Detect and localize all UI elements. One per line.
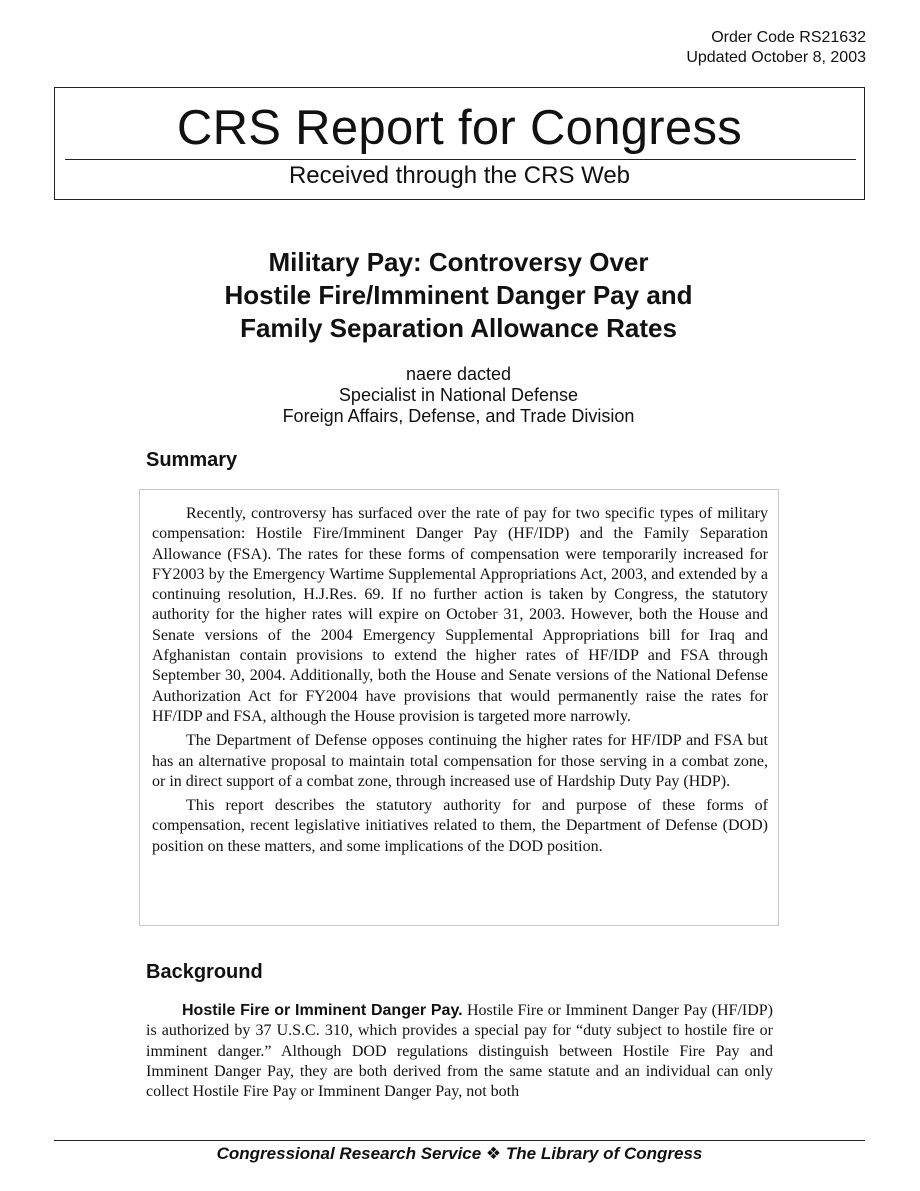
background-body: Hostile Fire or Imminent Danger Pay (HF/IDP) is authorized by 37 U.S.C. 310, which provides a special pay for “duty subject to hostile fire or imminent danger.” Although DOD regulations distinguish between Hostile Fire Pay and Imminent Danger Pay, they are both derived from the same statute and an individual can only collect Hostile Fire Pay or Imminent Danger Pay, not both [146,1002,774,1101]
masthead-divider [65,159,856,160]
order-info [686,28,866,68]
author-name: naere dacted [405,364,512,384]
author-block [54,364,863,427]
summary-paragraph: Recently, controversy has surfaced over the rate of pay for two specific types of military compensation: Hostile Fire/Imminent Danger Pay (HF/IDP) and the Family Separation Allowance (FSA). The rates for these forms of compensation were temporarily increased for FY2003 by the Emergency Wartime Supplemental Appropriations Act, 2003, and extended by a continuing resolution, H.J.Res. 69. If no further action is taken by Congress, the statutory authority for the higher rates will expire on October 31, 2003. However, both the House and Senate versions of the 2004 Emergency Supplemental Appropriations bill for Iraq and Afghanistan contain provisions to extend the higher rates of HF/IDP and FSA through September 30, 2004. Additionally, both the House and Senate versions of the National Defense Authorization Act for FY2004 have provisions that would permanently raise the rates for HF/IDP and FSA, although the House provision is targeted more narrowly. [152,505,768,725]
report-title-line: Family Separation Allowance Rates [240,313,677,343]
report-title-line: Military Pay: Controversy Over [268,247,649,277]
background-paragraph [146,1001,773,1102]
background-subheading: Hostile Fire or Imminent Danger Pay. [182,1002,463,1019]
order-code: Order Code RS21632 [711,29,866,46]
author-division: Foreign Affairs, Defense, and Trade Division [282,406,635,426]
author-title: Specialist in National Defense [338,385,579,405]
background-heading: Background [146,961,263,983]
updated-date: Updated October 8, 2003 [686,49,866,66]
report-masthead [54,87,865,200]
footer-divider [54,1140,865,1141]
summary-heading: Summary [146,449,238,471]
summary-text [152,504,768,861]
report-title [54,246,863,345]
page-footer: Congressional Research Service ❖ The Library of Congress [216,1144,703,1163]
masthead-subtitle: Received through the CRS Web [288,162,631,189]
masthead-title: CRS Report for Congress [176,101,743,155]
summary-paragraph: The Department of Defense opposes continuing the higher rates for HF/IDP and FSA but has an alternative proposal to maintain total compensation for those serving in a combat zone, or in direct support of a combat zone, through increased use of Hardship Duty Pay (HDP). [152,732,768,790]
summary-paragraph: This report describes the statutory authority for and purpose of these forms of compensation, recent legislative initiatives related to them, the Department of Defense (DOD) position on these matters, and some implications of the DOD position. [152,797,768,855]
background-section [146,1001,773,1102]
summary-box [139,489,779,926]
report-title-line: Hostile Fire/Imminent Danger Pay and [224,280,693,310]
